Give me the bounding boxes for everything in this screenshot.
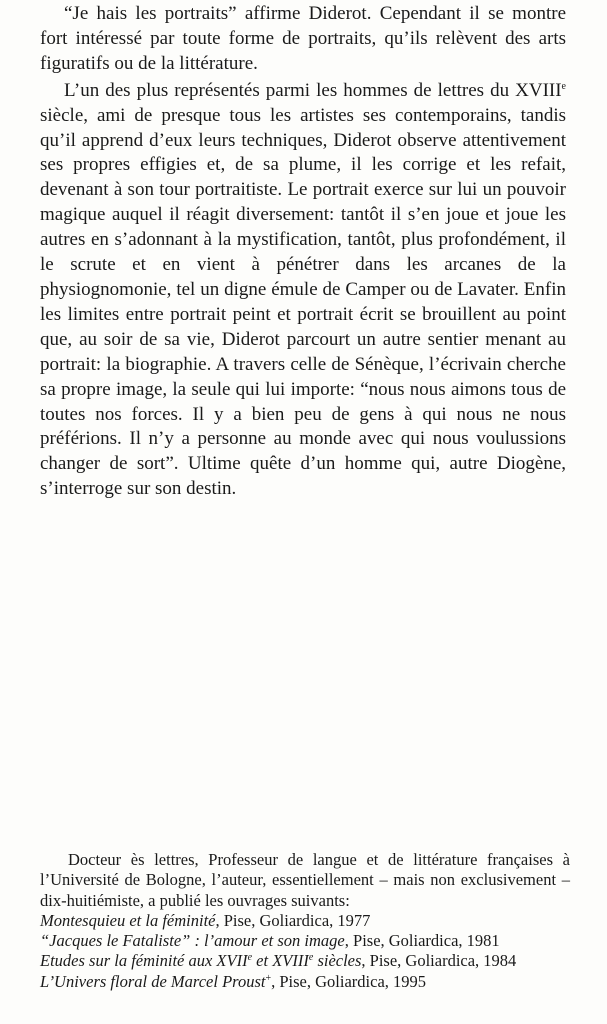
work-title: L’Univers floral de Marcel Proust xyxy=(40,971,266,991)
century-superscript: e xyxy=(247,952,253,964)
work-title: Montesquieu et la féminité xyxy=(40,910,216,930)
work-title-part: Etudes sur la féminité aux XVII xyxy=(40,951,248,971)
work-title: “Jacques le Fataliste” : l’amour et son image xyxy=(40,931,345,951)
century-superscript: e xyxy=(561,80,566,92)
paragraph-1: “Je hais les portraits” affirme Diderot. Cependant il se montre fort intéressé par toute forme de portraits, qu’ils relèvent des arts figuratifs ou de la littérature. xyxy=(40,3,566,74)
work-item xyxy=(40,911,570,931)
main-text xyxy=(40,2,566,504)
bio-intro: Docteur ès lettres, Professeur de langue et de littérature françaises à l’Université de Bologne, l’auteur, essentiellement – mais non exclusivement – dix-huitiémiste, a publié les ouvrages suivants: xyxy=(40,850,570,910)
works-list xyxy=(40,911,570,992)
work-title-part: et XVIII xyxy=(252,951,309,971)
work-title xyxy=(40,951,361,970)
paragraph-2-rest: siècle, ami de presque tous les artistes ses contemporains, tandis qu’il apprend d’eux leurs techniques, Diderot observe attentivement ses propres effigies et, de sa plume, il les corrige et les refait, devenant à son tour portraitiste. Le portrait exerce sur lui un pouvoir magique auquel il réagit diversement: tantôt il s’en joue et joue les autres en s’adonnant à la mystification, tantôt, plus profondément, il le scrute et en vient à pénétrer dans les arcanes de la physiognomonie, tel un digne émule de Camper ou de Lavater. Enfin les limites entre portrait peint et portrait écrit se brouillent au point que, au soir de sa vie, Diderot parcourt un autre sentier menant au portrait: la biographie. A travers celle de Sénèque, l’écrivain cherche sa propre image, la seule qui lui importe: “nous nous aimons tous de toutes nos forces. Il y a bien peu de gens à qui nous ne nous préférions. Il n’y a personne au monde avec qui nous voulussions changer de sort”. Ultime quête d’un homme qui, autre Diogène, s’interroge sur son destin. xyxy=(40,104,566,500)
work-item xyxy=(40,951,570,971)
work-item xyxy=(40,972,570,992)
work-details: , Pise, Goliardica, 1984 xyxy=(361,951,517,971)
paragraph-2 xyxy=(40,79,566,502)
century-superscript: e xyxy=(308,952,314,964)
title-mark: + xyxy=(265,972,272,984)
work-details: , Pise, Goliardica, 1977 xyxy=(215,910,371,930)
work-item xyxy=(40,931,570,951)
author-bio xyxy=(40,850,570,992)
work-details: , Pise, Goliardica, 1995 xyxy=(271,971,427,991)
paragraph-2-start: L’un des plus représentés parmi les hommes de lettres du XVIII xyxy=(64,79,562,101)
work-details: , Pise, Goliardica, 1981 xyxy=(344,931,500,951)
work-title-part: siècles xyxy=(313,951,362,971)
